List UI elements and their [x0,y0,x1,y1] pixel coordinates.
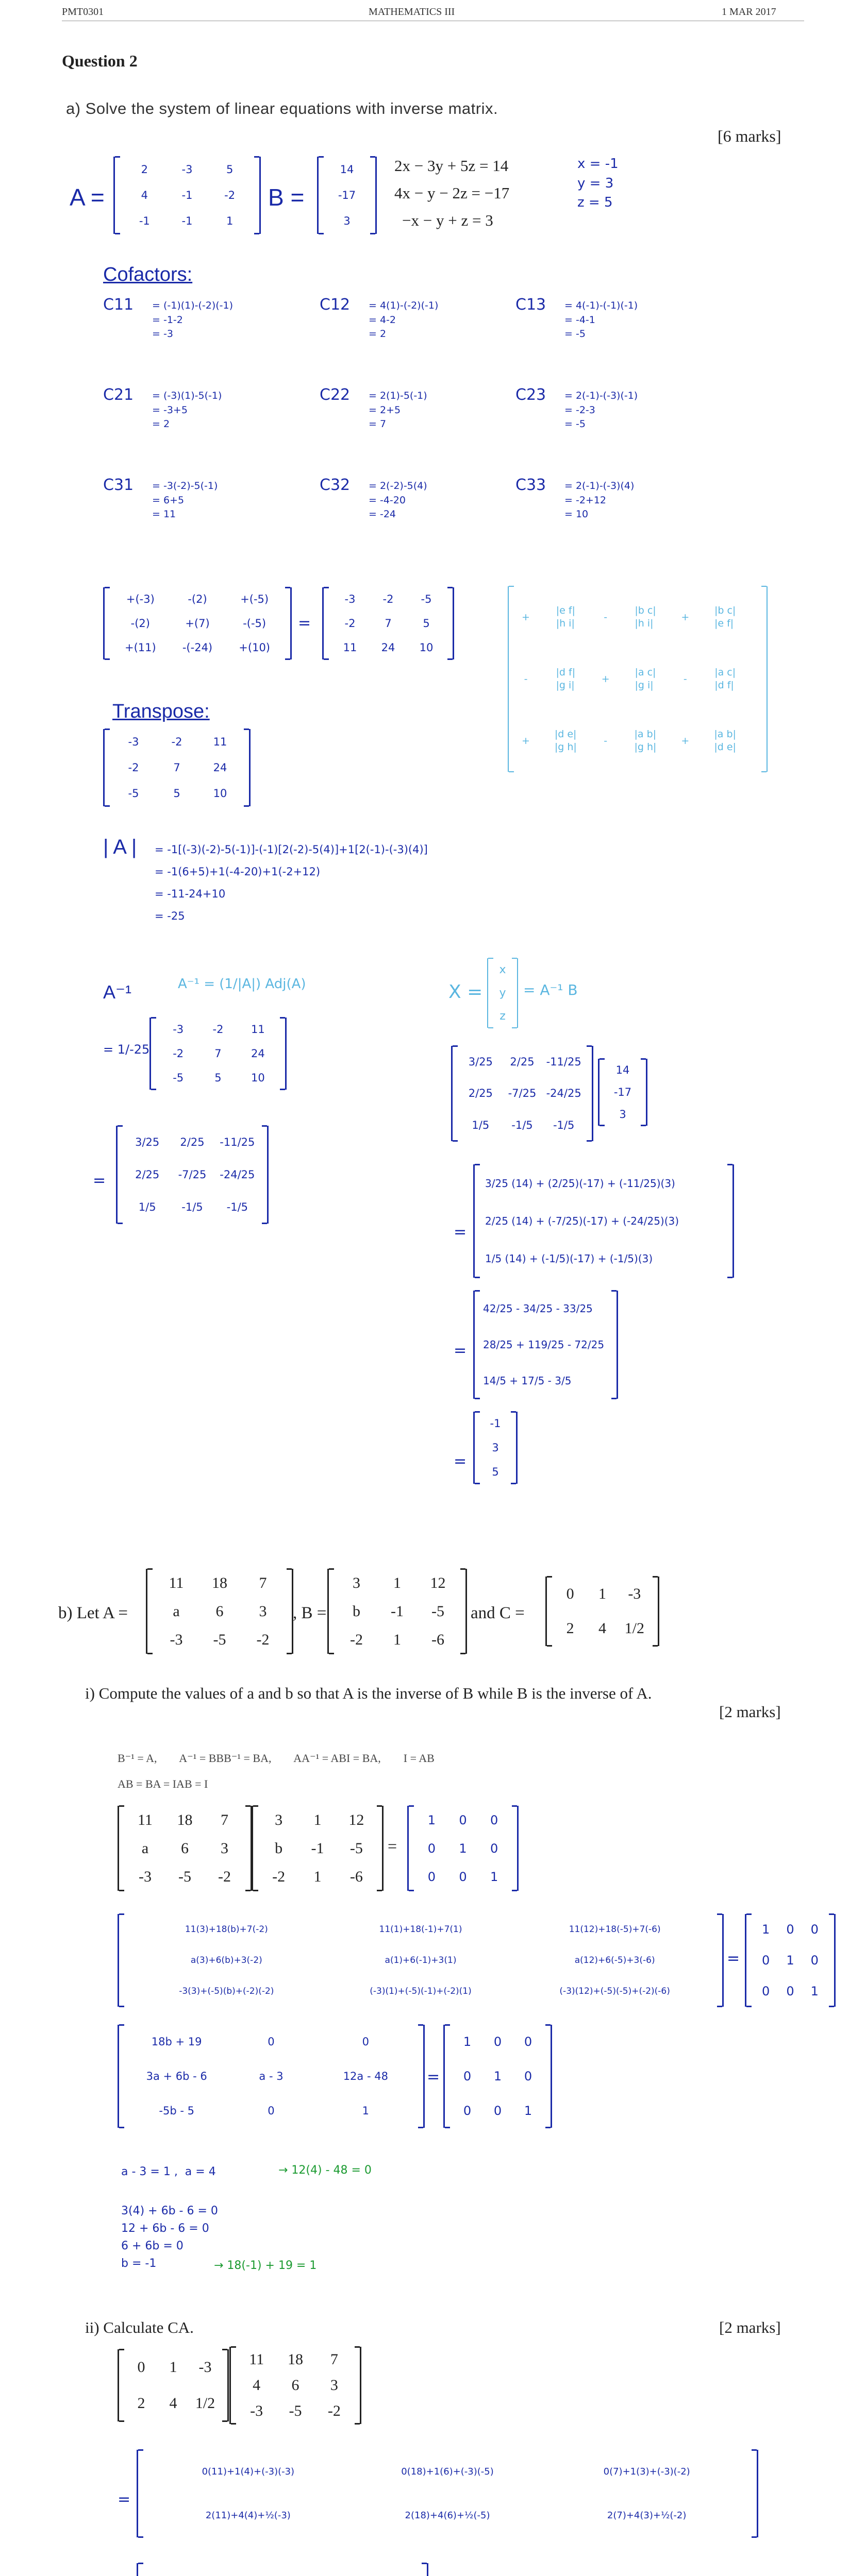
matrix-cell: -17 [613,1086,632,1098]
matrix-cell: a(12)+6(-5)+3(-6) [574,1955,655,1965]
matrix-cell: a [141,1839,149,1857]
matrix-cell: 11(3)+18(b)+7(-2) [185,1924,268,1935]
part-b-ii-text: ii) Calculate CA. [85,2318,194,2336]
matrix-cell: 1/5 [472,1119,490,1132]
matrix-cell: 6 [291,2377,299,2394]
matrix-cell: -2 [350,1631,363,1648]
matrix-cell: -2 [272,1868,286,1885]
equals-sign: = [93,1172,106,1190]
matrix-cell: +(-3) [126,593,155,606]
a-inverse-label: A⁻¹ [103,981,132,1003]
matrix-cell: 1 [490,1869,498,1884]
matrix-cell: 2/25 [135,1168,160,1181]
equals-sign: = [298,614,311,632]
matrix-cell: 0(11)+1(4)+(-3)(-3) [202,2466,295,2477]
matrix-cell: -2 [327,2402,341,2419]
matrix-cell: z [499,1010,506,1023]
matrix-cell: -5 [173,1071,184,1084]
cofactor-work: = 4(-1)-(-1)(-1) = -4-1 = -5 [564,300,638,340]
matrix-cell: 1 [493,2069,502,2083]
equation-3: −x − y + z = 3 [402,211,493,229]
matrix-cell: 2/25 [180,1136,205,1148]
matrix-cell: 14 [340,163,354,176]
matrix-cell: |a c| |g i| [635,667,656,691]
matrix-cell: -2 [382,593,394,606]
matrix-cell: + [522,735,530,747]
matrix-cell: 6 [181,1839,189,1857]
matrix-cell: -2 [212,1023,224,1036]
matrix-cell: -1 [139,215,150,227]
part-b-matrix-a [146,1569,293,1654]
matrix-cell: 1 [427,1812,436,1827]
matrix-cell: 24 [213,761,227,774]
matrix-cell: 3/25 [468,1055,493,1068]
matrix-cell: 0 [463,2103,472,2118]
a-inverse-matrix-copy [451,1046,593,1141]
cofactor-work: = (-1)(1)-(-2)(-1) = -1-2 = -3 [152,300,234,340]
matrix-cell: -7/25 [508,1087,537,1100]
matrix-cell: 0 [459,1869,467,1884]
ca-matrix-a [229,2347,361,2424]
ab-matrix-b [252,1806,384,1891]
matrix-cell: |b c| |e f| [714,605,736,629]
matrix-row: 3/25 (14) + (2/25)(-17) + (-11/25)(3) [485,1177,675,1190]
matrix-cell: x [499,963,506,976]
part-a-marks: [6 marks] [718,127,781,145]
matrix-cell: 10 [251,1071,265,1084]
matrix-cell: 0 [810,1922,819,1937]
matrix-cell: + [601,673,610,685]
fraction-sums [473,1291,618,1399]
matrix-cell: 1 [313,1868,322,1885]
matrix-cell: -5 [421,593,432,606]
cofactor-hint-matrix [508,586,768,772]
cofactor-work: = (-3)(1)-5(-1) = -3+5 = 2 [152,390,222,430]
matrix-cell: 0 [493,2103,502,2118]
cofactor-work: = 2(-1)-(-3)(4) = -2+12 = 10 [564,480,635,520]
matrix-cell: -3 [181,163,193,176]
cofactor-label: C21 [103,386,134,404]
equals-sign: = [118,2490,131,2509]
matrix-cell: -11/25 [220,1136,255,1148]
cofactor-label: C12 [320,296,351,314]
identity-matrix [745,1914,836,2007]
identity-matrix [407,1806,519,1891]
matrix-cell: 11 [169,1574,184,1591]
ab-simplified [118,2025,425,2128]
matrix-cell: + [681,611,690,623]
matrix-cell: 0 [268,2104,275,2117]
matrix-cell: 3 [259,1602,267,1620]
matrix-cell: 11 [249,2351,264,2368]
solve-b-check: → 18(-1) + 19 = 1 [214,2259,317,2272]
matrix-row: 2/25 (14) + (-7/25)(-17) + (-24/25)(3) [485,1214,679,1227]
matrix-cell: 0 [427,1869,436,1884]
matrix-cell: 5 [226,163,234,176]
matrix-cell: 12 [430,1574,446,1591]
matrix-cell: 5 [214,1071,222,1084]
adjoint-matrix [149,1018,287,1090]
matrix-row: 28/25 + 119/25 - 72/25 [483,1338,605,1351]
matrix-cell: 1 [226,215,234,227]
matrix-cell: 7 [259,1574,267,1591]
matrix-cell: -5b - 5 [159,2104,194,2117]
matrix-cell: -(2) [188,593,207,606]
matrix-cell: 0 [427,1841,436,1856]
matrix-cell: a - 3 [259,2070,284,2082]
matrix-cell: 1 [169,2359,177,2376]
matrix-cell: 0 [490,1812,498,1827]
matrix-cell: 1/2 [624,1620,644,1637]
ca-simplified [137,2563,428,2576]
matrix-cell: 0 [268,2036,275,2048]
matrix-cell: 1 [393,1631,401,1648]
matrix-row: 14/5 + 17/5 - 3/5 [483,1375,572,1387]
matrix-cell: 18b + 19 [151,2036,202,2048]
matrix-cell: 5 [492,1465,499,1478]
solve-a-check: → 12(4) - 48 = 0 [278,2164,372,2177]
doc-code: PMT0301 [62,6,104,18]
matrix-cell: y [499,987,506,999]
matrix-a [113,157,261,234]
matrix-cell: 12a - 48 [343,2070,388,2082]
x-label: X = [448,981,483,1003]
matrix-cell: 7 [173,761,180,774]
matrix-cell: 0 [762,1984,770,1998]
part-b-matrix-b [327,1569,467,1654]
matrix-row: 42/25 - 34/25 - 33/25 [483,1302,593,1315]
cofactor-matrix [322,587,454,659]
matrix-cell: 3a + 6b - 6 [146,2070,207,2082]
cofactor-work: = 2(-1)-(-3)(-1) = -2-3 = -5 [564,390,638,430]
matrix-cell: 0 [762,1953,770,1968]
matrix-cell: -3 [628,1585,641,1602]
matrix-cell: -5 [178,1868,191,1885]
matrix-cell: 3 [275,1811,283,1828]
matrix-cell: -3 [198,2359,212,2376]
matrix-cell: -3 [173,1023,184,1036]
part-b-b-label: , B = [293,1604,327,1622]
matrix-cell: 2(7)+4(3)+½(-2) [607,2510,687,2521]
matrix-cell: -1 [181,215,193,227]
matrix-cell: -3 [250,2402,263,2419]
matrix-cell: + [681,735,690,747]
cofactor-work: = -3(-2)-5(-1) = 6+5 = 11 [152,480,218,520]
matrix-cell: 0 [137,2359,145,2376]
matrix-cell: - [683,673,687,685]
matrix-cell: 4 [141,189,148,201]
matrix-cell: 1 [393,1574,401,1591]
matrix-cell: -1 [490,1417,501,1430]
matrix-cell: 5 [423,617,430,630]
matrix-cell: -5 [128,787,139,800]
matrix-cell: -3 [128,736,139,748]
matrix-cell: 1/5 [138,1201,156,1214]
matrix-cell: 11 [343,641,357,654]
matrix-cell: 1 [459,1841,467,1856]
matrix-cell: -1 [391,1602,404,1620]
product-expansion [473,1164,734,1278]
matrix-cell: 14 [615,1063,630,1076]
matrix-cell: 0 [524,2069,532,2083]
ab-matrix-a [118,1806,252,1891]
matrix-cell: 2(18)+4(6)+½(-5) [405,2510,490,2521]
equals-sign: = [454,1223,467,1241]
matrix-cell: -1/5 [553,1119,575,1132]
cofactor-label: C33 [515,476,546,494]
matrix-row: 1/5 (14) + (-1/5)(-17) + (-1/5)(3) [485,1252,653,1265]
matrix-cell: -(2) [130,617,150,630]
matrix-cell: +(10) [239,641,270,654]
ab-expansion [118,1914,724,2007]
cofactor-label: C23 [515,386,546,404]
cofactor-work: = 2(-2)-5(4) = -4-20 = -24 [369,480,427,520]
matrix-cell: 7 [385,617,392,630]
matrix-cell: 11 [213,736,227,748]
matrix-cell: 7 [330,2351,338,2368]
equals-sign: = [454,1452,467,1470]
transpose-heading: Transpose: [112,701,210,722]
matrix-cell: 0 [362,2036,369,2048]
matrix-cell: 3/25 [135,1136,160,1148]
matrix-cell: 12 [348,1811,364,1828]
matrix-cell: -1/5 [181,1201,203,1214]
matrix-cell: 2/25 [468,1087,493,1100]
equation-1: 2x − 3y + 5z = 14 [394,157,509,175]
doc-date: 1 MAR 2017 [722,6,776,18]
identity-matrix [443,2025,552,2128]
cofactor-label: C11 [103,296,134,314]
matrix-cell: -2 [218,1868,231,1885]
cofactor-label: C13 [515,296,546,314]
matrix-cell: 2 [141,163,148,176]
matrix-cell: 0(7)+1(3)+(-3)(-2) [603,2466,690,2477]
a-inverse-formula: A⁻¹ = (1/|A|) Adj(A) [178,976,306,992]
matrix-cell: -5 [289,2402,302,2419]
matrix-cell: 0 [493,2035,502,2049]
matrix-cell: a(1)+6(-1)+3(1) [385,1955,457,1965]
matrix-cell: (-3)(12)+(-5)(-5)+(-2)(-6) [559,1986,670,1996]
matrix-cell: 24 [381,641,395,654]
determinant-label: | A | [103,836,137,858]
matrix-cell: |d e| |g h| [554,728,577,753]
matrix-cell: -2 [256,1631,270,1648]
matrix-cell: -3 [344,593,356,606]
solve-b: 3(4) + 6b - 6 = 0 12 + 6b - 6 = 0 6 + 6b = 0 b = -1 [121,2205,218,2270]
signed-cofactor-matrix [103,587,292,659]
matrix-cell: 10 [213,787,227,800]
solution-values: x = -1 y = 3 z = 5 [577,156,619,211]
inverse-note-2: AB = BA = IAB = I [118,1777,208,1790]
determinant-work: = -1[(-3)(-2)-5(-1)]-(-1)[2(-2)-5(4)]+1[2(-1)-(-3)(4)] = -1(6+5)+1(-4-20)+1(-2+12) = -11-24+10 = -25 [155,843,428,923]
matrix-cell: |a b| |d e| [714,728,736,753]
matrix-cell: -24/25 [546,1087,581,1100]
cofactor-work: = 4(1)-(-2)(-1) = 4-2 = 2 [369,300,439,340]
matrix-cell: -1/5 [226,1201,248,1214]
question-title: Question 2 [62,52,138,70]
matrix-cell: 11(1)+18(-1)+7(1) [379,1924,462,1935]
matrix-cell: 4 [169,2395,177,2412]
matrix-cell: 18 [177,1811,193,1828]
matrix-cell: |a c| |d f| [714,667,736,691]
matrix-cell: -2 [171,736,182,748]
matrix-cell: -3 [170,1631,183,1648]
inverse-note-1: B⁻¹ = A, A⁻¹ = BBB⁻¹ = BA, AA⁻¹ = ABI = BA, I = AB [118,1752,435,1765]
doc-subject: MATHEMATICS III [369,6,455,18]
matrix-cell: 2 [566,1620,574,1637]
matrix-cell: 5 [173,787,180,800]
matrix-cell: 10 [419,641,434,654]
matrix-cell: -2 [128,761,139,774]
matrix-cell: 2/25 [510,1055,535,1068]
matrix-cell: -1 [311,1839,324,1857]
matrix-cell: a [173,1602,180,1620]
matrix-cell: 0(18)+1(6)+(-3)(-5) [401,2466,494,2477]
matrix-cell: |d f| |g i| [556,667,576,691]
matrix-cell: (-3)(1)+(-5)(-1)+(-2)(1) [370,1986,472,1996]
solve-a: a - 3 = 1 , a = 4 [121,2165,216,2178]
ca-matrix-c [118,2349,229,2421]
cofactors-heading: Cofactors: [103,264,193,285]
matrix-cell: 2 [137,2395,145,2412]
equals-sign: = [727,1950,740,1968]
matrix-cell: +(-5) [240,593,269,606]
matrix-cell: 1 [598,1585,606,1602]
matrix-cell: 24 [251,1047,265,1060]
part-b-i-text: i) Compute the values of a and b so that A is the inverse of B while B is the inverse of A. [85,1684,652,1702]
matrix-cell: -1/5 [511,1119,533,1132]
matrix-cell: 0 [786,1984,794,1998]
matrix-cell: +(11) [124,641,156,654]
matrix-cell: |b c| |h i| [635,605,656,629]
matrix-cell: -3 [139,1868,152,1885]
matrix-cell: a(3)+6(b)+3(-2) [190,1955,262,1965]
solution-vector [473,1412,518,1484]
matrix-cell: b [353,1602,360,1620]
matrix-cell: 1 [786,1953,794,1968]
equals-sign: = [427,2068,440,2086]
matrix-cell: -6 [349,1868,363,1885]
matrix-cell: -1 [181,189,193,201]
matrix-cell: 0 [490,1841,498,1856]
matrix-cell: |a b| |g h| [634,728,657,753]
x-formula: = A⁻¹ B [523,981,578,998]
cofactor-work: = 2(1)-5(-1) = 2+5 = 7 [369,390,427,430]
matrix-cell: - [604,611,608,623]
equals-sign: = [454,1342,467,1360]
matrix-b-label: B = [268,184,305,211]
equation-2: 4x − y − 2z = −17 [394,184,510,202]
matrix-cell: -24/25 [220,1168,255,1181]
matrix-cell: 6 [215,1602,224,1620]
part-b-and: and C = [471,1604,525,1622]
matrix-cell: 3 [492,1441,499,1454]
matrix-cell: 7 [221,1811,228,1828]
matrix-cell: 0 [463,2069,472,2083]
matrix-cell: 1 [810,1984,819,1998]
matrix-cell: -17 [338,189,356,201]
matrix-cell: +(7) [185,617,210,630]
matrix-cell: 2(11)+4(4)+½(-3) [205,2510,291,2521]
matrix-cell: |e f| |h i| [556,605,575,629]
matrix-cell: 1 [313,1811,322,1828]
matrix-cell: - [604,735,608,747]
matrix-cell: -11/25 [546,1055,581,1068]
matrix-cell: - [524,673,528,685]
matrix-cell: 3 [330,2377,338,2394]
matrix-cell: 1/2 [195,2395,215,2412]
matrix-b [317,157,377,234]
matrix-a-label: A = [70,184,105,211]
matrix-cell: 11(12)+18(-5)+7(-6) [569,1924,661,1935]
matrix-cell: -2 [344,617,356,630]
matrix-cell: 4 [598,1620,606,1637]
part-b-matrix-c [545,1577,659,1646]
equals-sign: = [388,1837,397,1855]
matrix-cell: 0 [566,1585,574,1602]
matrix-cell: 0 [524,2035,532,2049]
matrix-cell: 1 [362,2104,369,2117]
matrix-cell: + [522,611,530,623]
part-b-i-marks: [2 marks] [719,1703,781,1721]
matrix-cell: 18 [287,2351,303,2368]
matrix-cell: -3(3)+(-5)(b)+(-2)(-2) [179,1986,274,1996]
matrix-cell: -(-24) [182,641,213,654]
cofactor-label: C22 [320,386,351,404]
matrix-cell: 3 [221,1839,228,1857]
matrix-cell: -6 [431,1631,444,1648]
x-vector [487,958,518,1028]
ca-expansion [137,2450,758,2537]
matrix-cell: 18 [212,1574,227,1591]
matrix-cell: -5 [213,1631,226,1648]
matrix-cell: -5 [349,1839,363,1857]
part-b-text: b) Let A = [58,1604,128,1622]
matrix-cell: 3 [353,1574,360,1591]
matrix-cell: 0 [459,1812,467,1827]
a-inverse-scalar: = 1/-25 [103,1042,150,1057]
cofactor-label: C32 [320,476,351,494]
matrix-cell: 4 [253,2377,261,2394]
matrix-cell: 0 [810,1953,819,1968]
matrix-cell: 1 [762,1922,770,1937]
matrix-cell: b [275,1839,283,1857]
matrix-cell: -5 [431,1602,444,1620]
cofactor-label: C31 [103,476,134,494]
matrix-cell: 7 [214,1047,222,1060]
matrix-cell: -2 [173,1047,184,1060]
matrix-cell: -(-5) [243,617,267,630]
matrix-cell: 11 [251,1023,265,1036]
matrix-cell: 3 [343,215,351,227]
matrix-cell: 1 [524,2103,532,2118]
matrix-cell: -2 [224,189,236,201]
transpose-matrix [103,729,251,806]
rhs-vector [598,1059,647,1126]
matrix-cell: 0 [786,1922,794,1937]
matrix-cell: 11 [138,1811,153,1828]
matrix-cell: 1 [463,2035,472,2049]
a-inverse-matrix [116,1126,269,1224]
matrix-cell: 3 [619,1108,626,1121]
matrix-cell: -7/25 [178,1168,207,1181]
part-b-ii-marks: [2 marks] [719,2318,781,2336]
part-a-text: a) Solve the system of linear equations with inverse matrix. [66,99,498,117]
